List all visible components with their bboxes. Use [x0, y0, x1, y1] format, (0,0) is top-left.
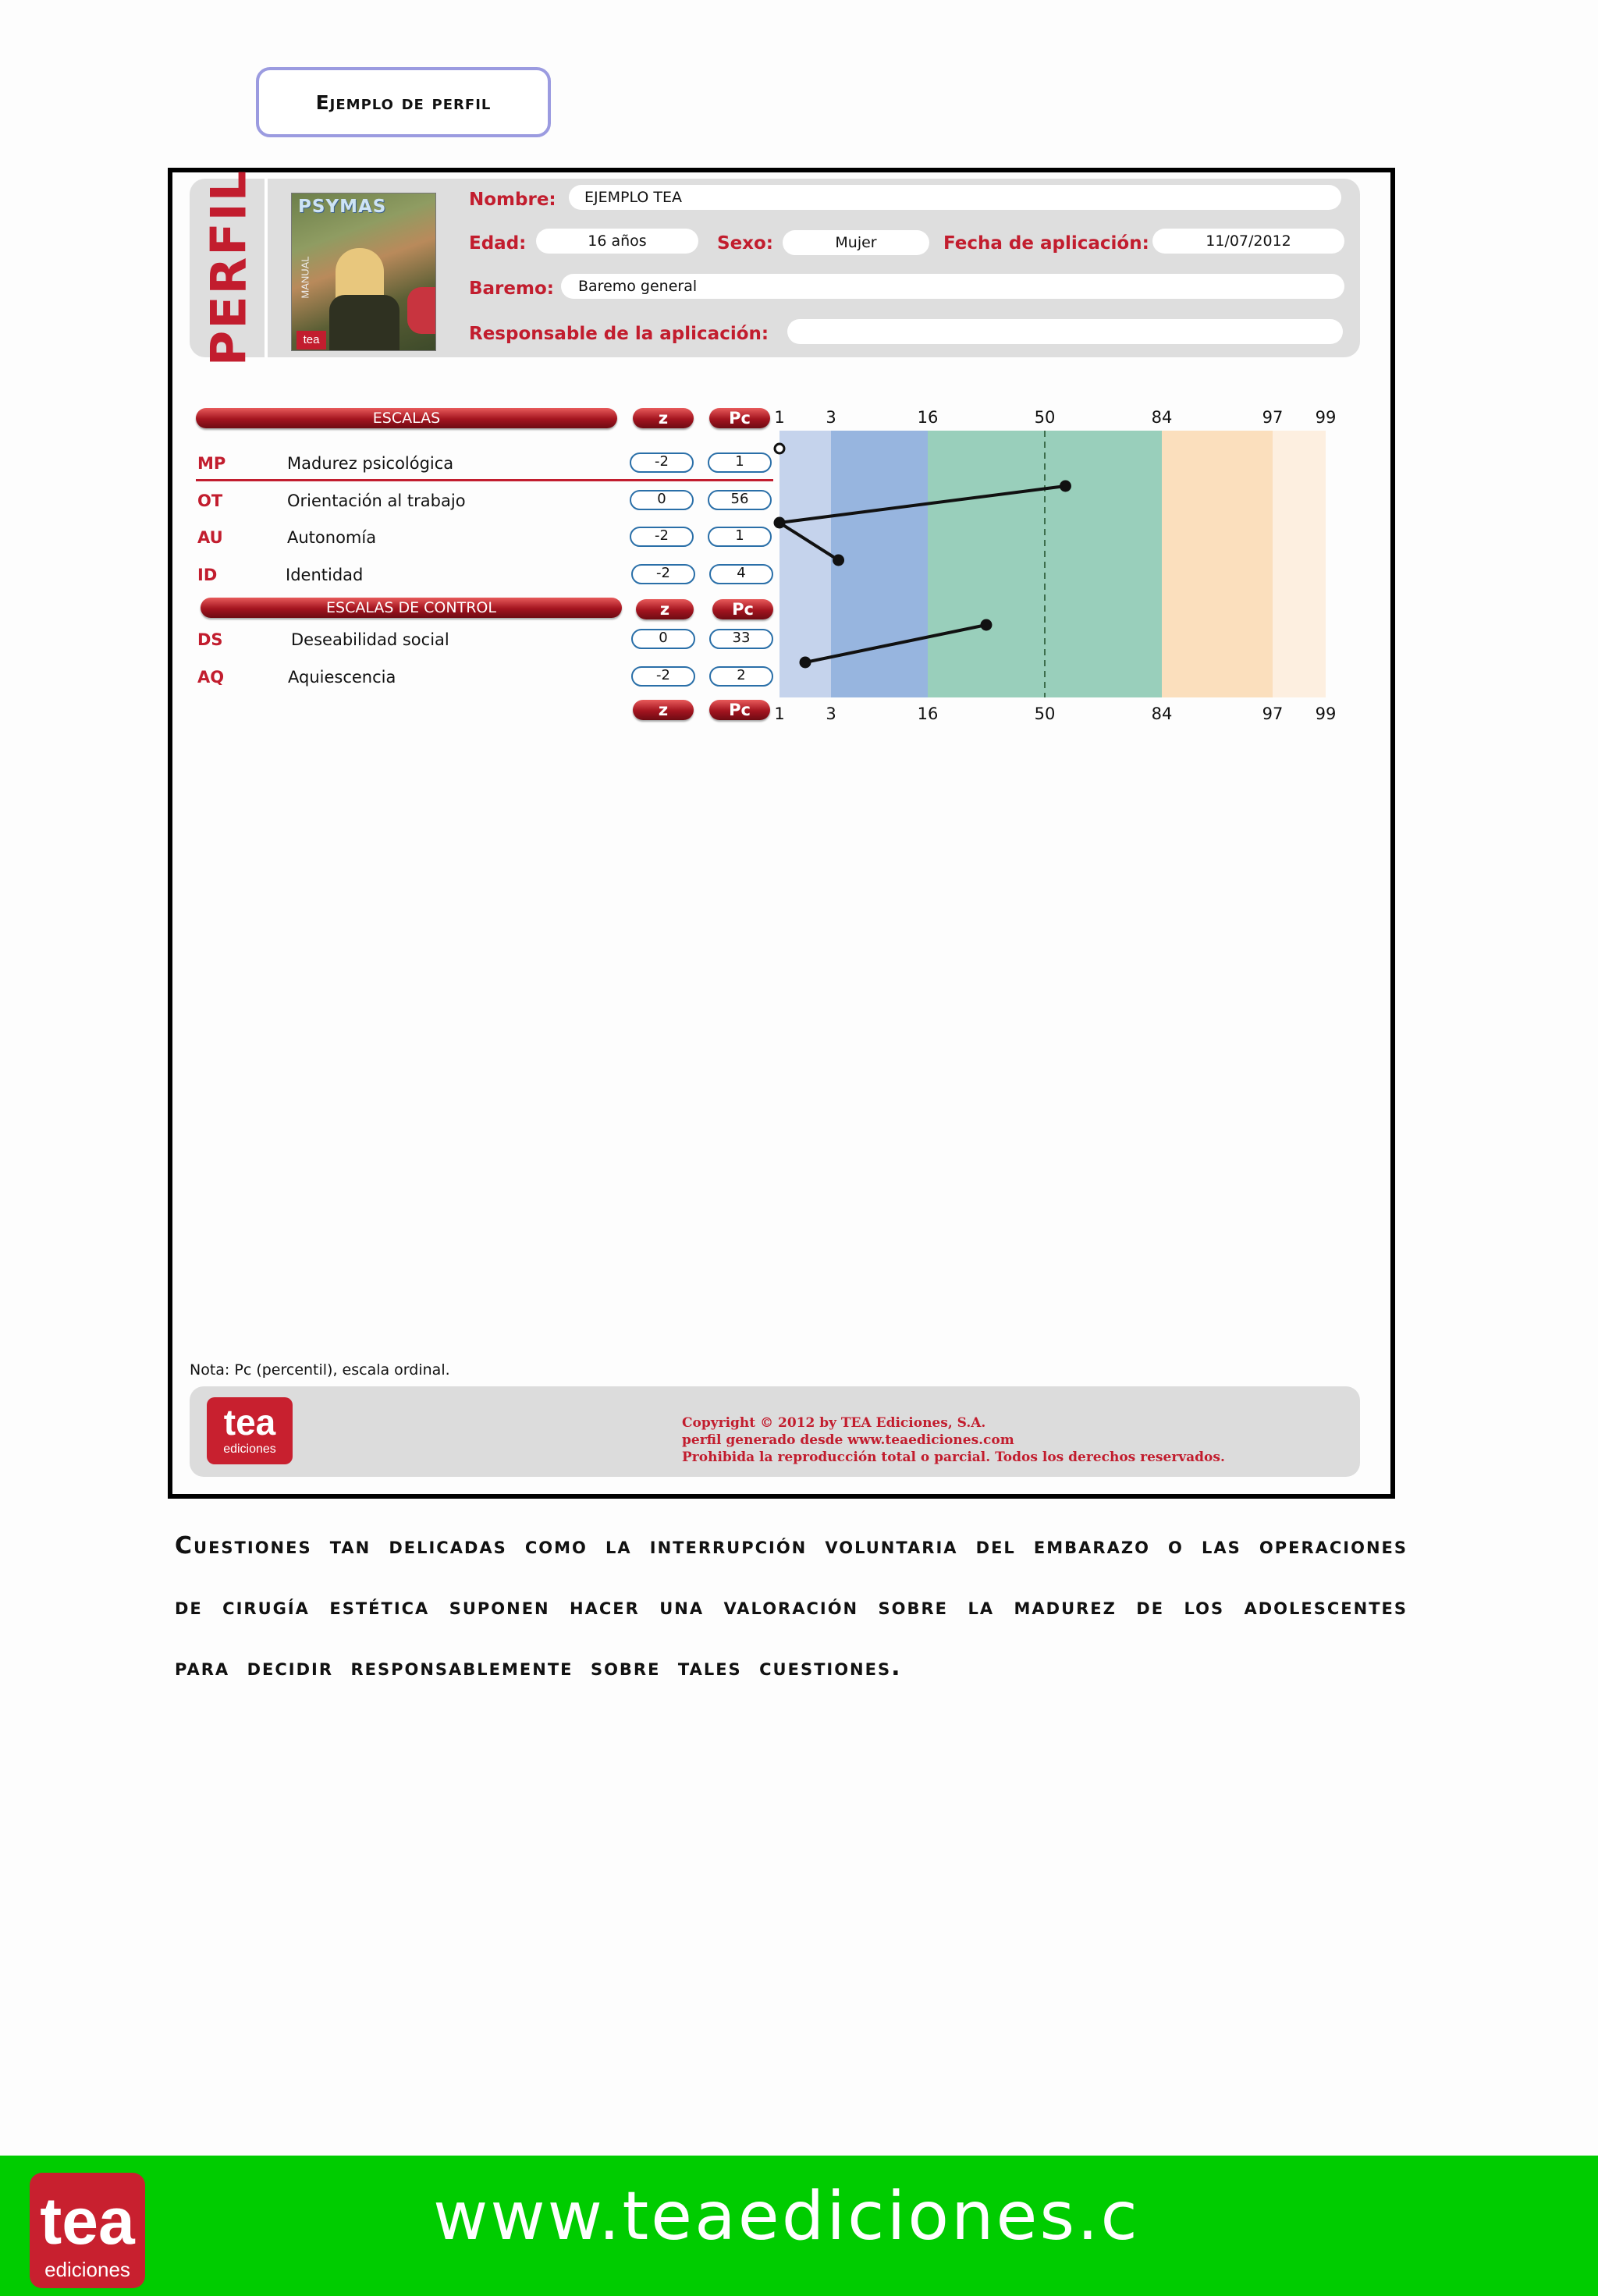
sexo-field: Mujer — [783, 230, 929, 255]
sexo-label: Sexo: — [717, 233, 773, 254]
tea-logo-subtext: ediciones — [223, 1443, 276, 1456]
pc-value: 1 — [708, 527, 772, 547]
page-title-box — [256, 67, 551, 137]
scale-code: MP — [197, 454, 226, 473]
pc-value: 33 — [709, 629, 773, 649]
copyright-line: Copyright © 2012 by TEA Ediciones, S.A. — [682, 1415, 986, 1431]
baremo-label: Baremo: — [469, 279, 554, 299]
page-title: Ejemplo de perfil — [315, 90, 492, 114]
percentile-band — [1273, 431, 1326, 697]
z-value: -2 — [631, 564, 695, 584]
pc-value: 2 — [709, 666, 773, 687]
percentile-chart — [773, 403, 1366, 738]
scale-code: AU — [197, 528, 223, 547]
cover-side-text: MANUAL — [299, 256, 311, 299]
z-header-control: z — [636, 599, 694, 619]
pc-header: Pc — [709, 408, 770, 428]
pc-header-control: Pc — [712, 599, 773, 619]
scale-name: Deseabilidad social — [291, 630, 449, 649]
perfil-word: PERFIL — [200, 169, 257, 367]
escalas-header: ESCALAS — [196, 408, 617, 428]
perfil-column — [190, 169, 268, 367]
cover-red-shape — [407, 287, 436, 334]
edad-field: 16 años — [536, 229, 698, 254]
z-value: 0 — [631, 629, 695, 649]
profile-point — [1060, 481, 1070, 491]
copyright-line: Prohibida la reproducción total o parcial. Todos los derechos reservados. — [682, 1450, 1225, 1465]
baremo-field: Baremo general — [561, 274, 1344, 299]
scale-code: AQ — [197, 668, 225, 687]
scale-code: DS — [197, 630, 223, 649]
responsable-label: Responsable de la aplicación: — [469, 324, 769, 344]
website-url: www.teaediciones.c — [433, 2177, 1140, 2255]
tea-logo-large — [30, 2173, 145, 2288]
scale-name: Orientación al trabajo — [287, 491, 466, 510]
body-paragraph: Cuestiones tan delicadas como la interrupción voluntaria del embarazo o las operaciones de cirugía estética suponen hacer una valoración sobre la madurez de los adolescentes para decidir responsablemente sobre tales cuestiones. — [175, 1532, 1408, 1681]
tea-logo — [207, 1397, 293, 1464]
pc-value: 56 — [708, 490, 772, 510]
profile-footer — [190, 1386, 1360, 1477]
scale-name: Madurez psicológica — [287, 454, 454, 473]
copyright-line: perfil generado desde www.teaediciones.com — [682, 1432, 1014, 1448]
escalas-control-header: ESCALAS DE CONTROL — [201, 598, 622, 618]
pc-value: 4 — [709, 564, 773, 584]
profile-sheet — [168, 168, 1395, 1499]
tea-logo-large-text: tea — [40, 2184, 135, 2258]
profile-point — [775, 444, 784, 453]
scale-code: ID — [197, 566, 218, 584]
scale-name: Aquiescencia — [288, 668, 396, 687]
percentile-band — [1162, 431, 1273, 697]
responsable-field — [787, 319, 1343, 344]
bottom-banner — [0, 2156, 1598, 2296]
manual-cover-image — [291, 193, 436, 351]
tick-label-bottom: 84 — [1151, 704, 1173, 723]
nombre-field: EJEMPLO TEA — [569, 185, 1341, 210]
divider-line — [196, 479, 773, 481]
tick-label-bottom: 16 — [917, 704, 939, 723]
edad-label: Edad: — [469, 233, 527, 254]
tick-label-top: 50 — [1034, 408, 1056, 427]
profile-point — [834, 555, 843, 565]
fecha-label: Fecha de aplicación: — [943, 233, 1149, 254]
z-value: 0 — [630, 490, 694, 510]
profile-point — [982, 620, 991, 630]
cover-logo: tea — [297, 331, 326, 350]
profile-point — [775, 518, 784, 527]
scale-code: OT — [197, 491, 223, 510]
scale-name: Autonomía — [287, 528, 377, 547]
nombre-label: Nombre: — [469, 190, 556, 210]
tick-label-top: 3 — [826, 408, 836, 427]
z-footer: z — [633, 700, 694, 720]
fecha-field: 11/07/2012 — [1152, 229, 1344, 254]
tick-label-bottom: 1 — [774, 704, 785, 723]
note-text: Nota: Pc (percentil), escala ordinal. — [190, 1361, 450, 1379]
profile-point — [801, 658, 810, 667]
cover-brand: PSYMAS — [298, 197, 387, 217]
profile-header — [190, 169, 1360, 367]
percentile-band — [831, 431, 928, 697]
tick-label-top: 84 — [1151, 408, 1173, 427]
z-header: z — [633, 408, 694, 428]
pc-value: 1 — [708, 452, 772, 473]
z-value: -2 — [630, 452, 694, 473]
tick-label-bottom: 3 — [826, 704, 836, 723]
copyright-block — [682, 1414, 1225, 1466]
tick-label-top: 99 — [1315, 408, 1337, 427]
tick-label-bottom: 50 — [1034, 704, 1056, 723]
tick-label-bottom: 97 — [1262, 704, 1284, 723]
z-value: -2 — [630, 527, 694, 547]
z-value: -2 — [631, 666, 695, 687]
tick-label-top: 1 — [774, 408, 785, 427]
pc-footer: Pc — [709, 700, 770, 720]
cover-figure-body — [329, 295, 400, 351]
tick-label-top: 97 — [1262, 408, 1284, 427]
tick-label-top: 16 — [917, 408, 939, 427]
tea-logo-large-subtext: ediciones — [44, 2258, 130, 2281]
scale-name: Identidad — [286, 566, 364, 584]
tick-label-bottom: 99 — [1315, 704, 1337, 723]
tea-logo-text: tea — [223, 1402, 276, 1443]
